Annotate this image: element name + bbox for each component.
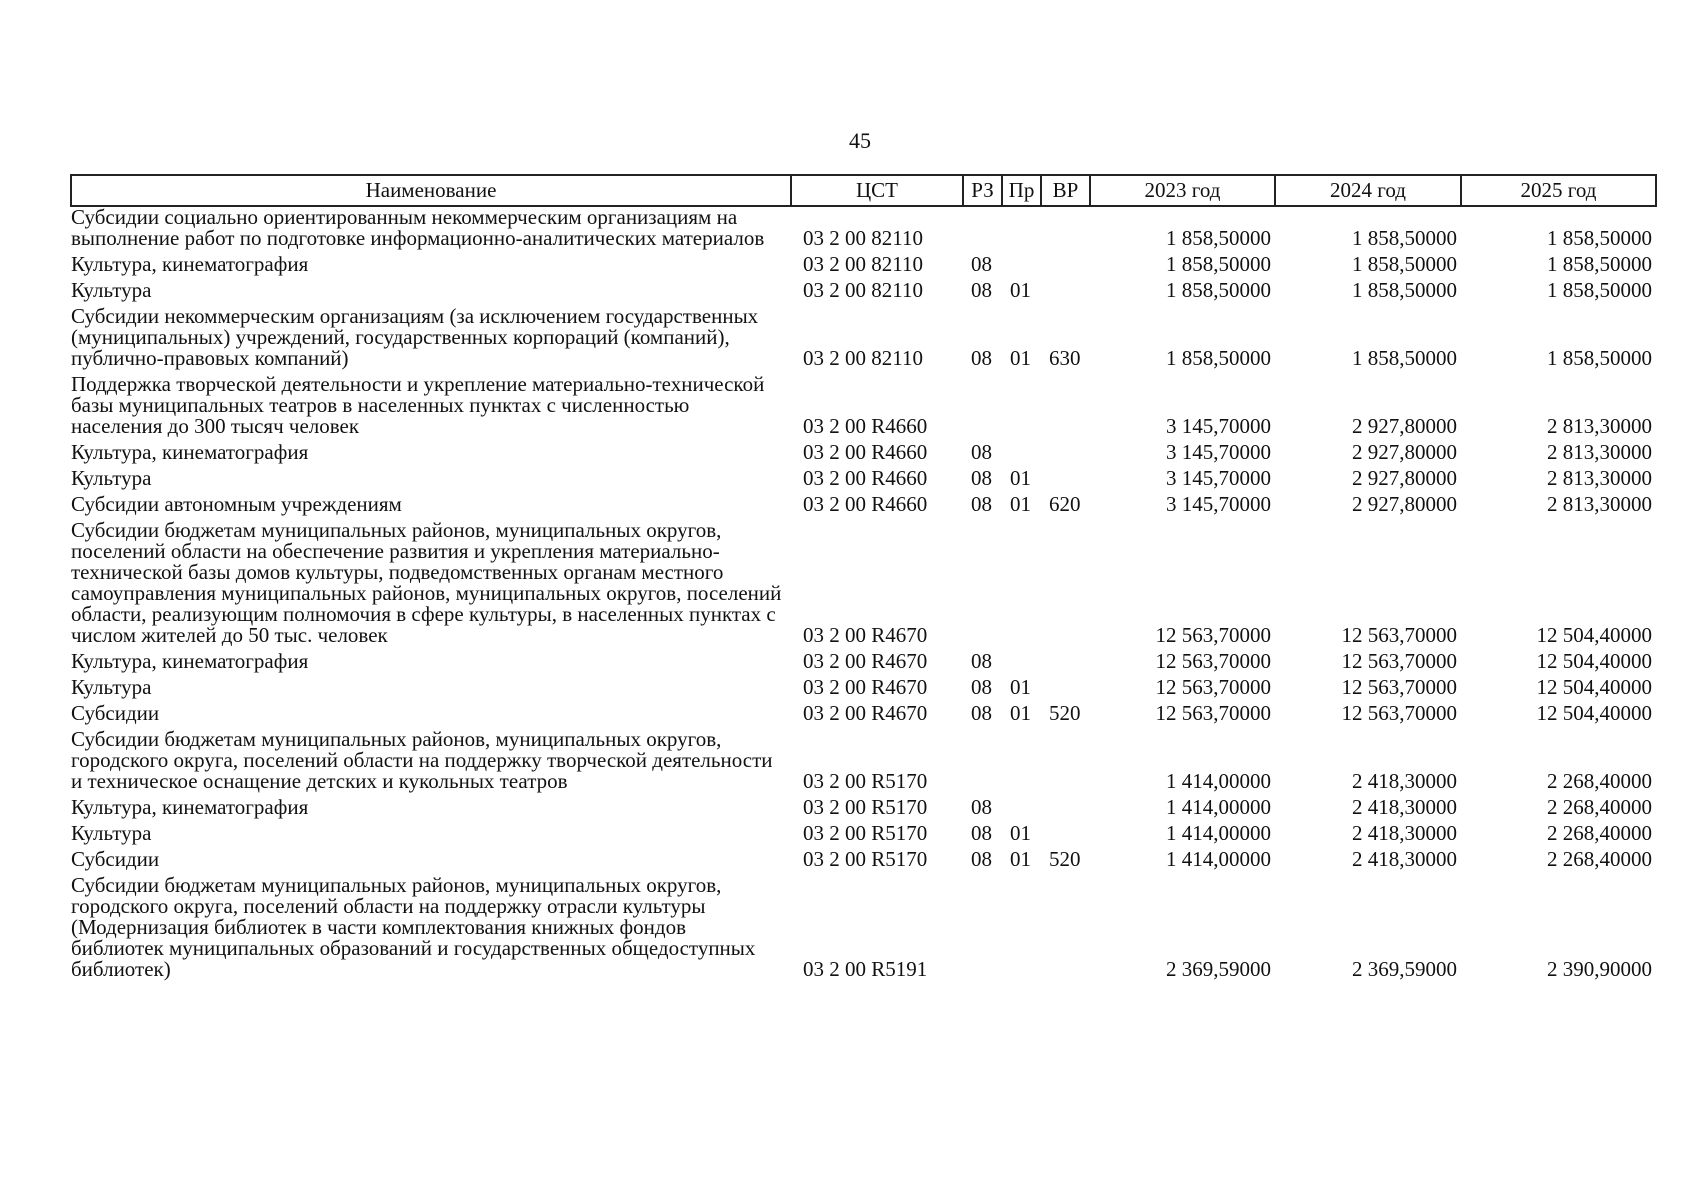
cell-name: Культура, кинематография bbox=[71, 795, 309, 819]
cell-rz: 08 bbox=[971, 649, 992, 673]
cell-pr: 01 bbox=[1010, 466, 1031, 490]
cell-pr bbox=[1002, 875, 1041, 985]
cell-cst: 03 2 00 R4670 bbox=[803, 675, 928, 699]
cell-2023: 1 858,50000 bbox=[1166, 226, 1271, 250]
cell-vr bbox=[1041, 254, 1090, 280]
cell-name: Поддержка творческой деятельности и укрепление материально-технической базы муниципальных театров в населенных пунктах с численностью населения до 300 тысяч человек bbox=[71, 372, 765, 438]
cell-vr: 520 bbox=[1049, 701, 1081, 725]
table-row bbox=[71, 280, 1656, 306]
table-row bbox=[71, 254, 1656, 280]
cell-2025: 12 504,40000 bbox=[1536, 623, 1652, 647]
cell-name: Культура bbox=[71, 466, 152, 490]
cell-name: Культура bbox=[71, 675, 152, 699]
table-row bbox=[71, 468, 1656, 494]
cell-2025: 2 813,30000 bbox=[1547, 414, 1652, 438]
cell-pr bbox=[1002, 442, 1041, 468]
cell-name: Культура bbox=[71, 821, 152, 845]
cell-2023: 1 414,00000 bbox=[1166, 795, 1271, 819]
table-row bbox=[71, 520, 1656, 651]
cell-pr: 01 bbox=[1010, 847, 1031, 871]
table-row bbox=[71, 494, 1656, 520]
cell-2023: 2 369,59000 bbox=[1166, 957, 1271, 981]
cell-2025: 2 390,90000 bbox=[1547, 957, 1652, 981]
cell-2023: 1 414,00000 bbox=[1166, 769, 1271, 793]
cell-vr bbox=[1041, 729, 1090, 797]
cell-pr: 01 bbox=[1010, 821, 1031, 845]
cell-cst: 03 2 00 R4660 bbox=[803, 414, 928, 438]
cell-cst: 03 2 00 82110 bbox=[803, 226, 923, 250]
cell-2025: 12 504,40000 bbox=[1536, 701, 1652, 725]
cell-name: Субсидии бюджетам муниципальных районов, муниципальных округов, городского округа, поселений области на поддержку отрасли культуры (Модернизация библиотек в части комплектования книжных фондов библиотек муниципальных образований и государственных общедоступных библиотек) bbox=[71, 873, 756, 981]
cell-2024: 1 858,50000 bbox=[1352, 346, 1457, 370]
cell-rz: 08 bbox=[971, 440, 992, 464]
table-header-row bbox=[71, 175, 1656, 206]
cell-pr bbox=[1002, 374, 1041, 442]
header-vr: ВР bbox=[1041, 175, 1090, 206]
cell-cst: 03 2 00 R4660 bbox=[803, 440, 928, 464]
table-row bbox=[71, 797, 1656, 823]
cell-2023: 12 563,70000 bbox=[1155, 675, 1271, 699]
cell-2025: 2 813,30000 bbox=[1547, 466, 1652, 490]
cell-rz: 08 bbox=[971, 466, 992, 490]
cell-rz bbox=[963, 374, 1002, 442]
cell-pr: 01 bbox=[1010, 675, 1031, 699]
cell-pr bbox=[1002, 729, 1041, 797]
cell-2023: 1 414,00000 bbox=[1166, 821, 1271, 845]
cell-rz bbox=[963, 729, 1002, 797]
cell-vr bbox=[1041, 520, 1090, 651]
cell-2025: 2 268,40000 bbox=[1547, 821, 1652, 845]
cell-2024: 12 563,70000 bbox=[1341, 623, 1457, 647]
cell-2024: 2 369,59000 bbox=[1352, 957, 1457, 981]
cell-pr: 01 bbox=[1010, 346, 1031, 370]
cell-2023: 12 563,70000 bbox=[1155, 649, 1271, 673]
cell-2025: 2 813,30000 bbox=[1547, 440, 1652, 464]
cell-2024: 1 858,50000 bbox=[1352, 252, 1457, 276]
table-row bbox=[71, 703, 1656, 729]
cell-rz: 08 bbox=[971, 492, 992, 516]
cell-vr bbox=[1041, 206, 1090, 254]
cell-2025: 1 858,50000 bbox=[1547, 226, 1652, 250]
cell-cst: 03 2 00 R5170 bbox=[803, 795, 928, 819]
cell-2024: 2 927,80000 bbox=[1352, 414, 1457, 438]
cell-cst: 03 2 00 R5170 bbox=[803, 769, 928, 793]
cell-rz bbox=[963, 520, 1002, 651]
cell-2023: 1 858,50000 bbox=[1166, 278, 1271, 302]
cell-pr: 01 bbox=[1010, 492, 1031, 516]
cell-2023: 3 145,70000 bbox=[1166, 414, 1271, 438]
cell-2025: 1 858,50000 bbox=[1547, 346, 1652, 370]
page-number: 45 bbox=[849, 128, 871, 153]
cell-name: Субсидии социально ориентированным некоммерческим организациям на выполнение работ по подготовке информационно-аналитических материалов bbox=[71, 205, 765, 250]
budget-table bbox=[70, 174, 1657, 985]
cell-vr bbox=[1041, 374, 1090, 442]
cell-rz: 08 bbox=[971, 346, 992, 370]
cell-cst: 03 2 00 82110 bbox=[803, 252, 923, 276]
cell-cst: 03 2 00 R4670 bbox=[803, 701, 928, 725]
cell-rz: 08 bbox=[971, 675, 992, 699]
cell-2025: 1 858,50000 bbox=[1547, 278, 1652, 302]
cell-name: Культура, кинематография bbox=[71, 649, 309, 673]
cell-cst: 03 2 00 R5191 bbox=[803, 957, 928, 981]
cell-rz: 08 bbox=[971, 847, 992, 871]
cell-2023: 1 414,00000 bbox=[1166, 847, 1271, 871]
cell-name: Субсидии bbox=[71, 701, 160, 725]
cell-2024: 2 927,80000 bbox=[1352, 492, 1457, 516]
cell-cst: 03 2 00 R5170 bbox=[803, 847, 928, 871]
header-rz: РЗ bbox=[963, 175, 1002, 206]
cell-2023: 1 858,50000 bbox=[1166, 346, 1271, 370]
header-cst: ЦСТ bbox=[791, 175, 963, 206]
cell-2024: 12 563,70000 bbox=[1341, 701, 1457, 725]
cell-pr bbox=[1002, 254, 1041, 280]
table-row bbox=[71, 823, 1656, 849]
cell-2024: 1 858,50000 bbox=[1352, 278, 1457, 302]
cell-2024: 2 927,80000 bbox=[1352, 440, 1457, 464]
cell-name: Субсидии бюджетам муниципальных районов, муниципальных округов, городского округа, поселений области на поддержку творческой деятельности и техническое оснащение детских и кукольных театров bbox=[71, 727, 773, 793]
cell-2025: 2 268,40000 bbox=[1547, 795, 1652, 819]
cell-name: Субсидии бюджетам муниципальных районов, муниципальных округов, поселений области на обеспечение развития и укрепления материально-технической базы домов культуры, подведомственных органам местного самоуправления муниципальных районов, муниципальных округов, поселений области, реализующим полномочия в сфере культуры, в населенных пунктах с числом жителей до 50 тыс. человек bbox=[71, 518, 782, 647]
header-2024: 2024 год bbox=[1275, 175, 1461, 206]
cell-2023: 3 145,70000 bbox=[1166, 440, 1271, 464]
header-2025: 2025 год bbox=[1461, 175, 1656, 206]
cell-vr bbox=[1041, 651, 1090, 677]
cell-2025: 12 504,40000 bbox=[1536, 675, 1652, 699]
table-row bbox=[71, 374, 1656, 442]
cell-vr bbox=[1041, 442, 1090, 468]
cell-name: Субсидии bbox=[71, 847, 160, 871]
table-row bbox=[71, 651, 1656, 677]
cell-cst: 03 2 00 R4660 bbox=[803, 466, 928, 490]
cell-name: Культура bbox=[71, 278, 152, 302]
cell-name: Субсидии некоммерческим организациям (за исключением государственных (муниципальных) учреждений, государственных корпораций (компаний), публично-правовых компаний) bbox=[71, 304, 759, 370]
cell-vr bbox=[1041, 468, 1090, 494]
cell-2024: 12 563,70000 bbox=[1341, 649, 1457, 673]
cell-2024: 1 858,50000 bbox=[1352, 226, 1457, 250]
cell-2024: 2 927,80000 bbox=[1352, 466, 1457, 490]
cell-vr bbox=[1041, 280, 1090, 306]
cell-rz: 08 bbox=[971, 252, 992, 276]
cell-pr bbox=[1002, 797, 1041, 823]
cell-rz bbox=[963, 875, 1002, 985]
cell-rz bbox=[963, 206, 1002, 254]
cell-cst: 03 2 00 R4660 bbox=[803, 492, 928, 516]
cell-vr: 520 bbox=[1049, 847, 1081, 871]
cell-pr bbox=[1002, 206, 1041, 254]
cell-2023: 3 145,70000 bbox=[1166, 466, 1271, 490]
cell-cst: 03 2 00 82110 bbox=[803, 278, 923, 302]
cell-rz: 08 bbox=[971, 821, 992, 845]
cell-vr bbox=[1041, 875, 1090, 985]
cell-pr: 01 bbox=[1010, 278, 1031, 302]
cell-2023: 12 563,70000 bbox=[1155, 701, 1271, 725]
cell-2025: 2 268,40000 bbox=[1547, 847, 1652, 871]
cell-2025: 1 858,50000 bbox=[1547, 252, 1652, 276]
table-row bbox=[71, 729, 1656, 797]
cell-vr bbox=[1041, 677, 1090, 703]
cell-rz: 08 bbox=[971, 278, 992, 302]
cell-vr: 620 bbox=[1049, 492, 1081, 516]
cell-2023: 3 145,70000 bbox=[1166, 492, 1271, 516]
cell-vr: 630 bbox=[1049, 346, 1081, 370]
cell-2023: 1 858,50000 bbox=[1166, 252, 1271, 276]
cell-cst: 03 2 00 R5170 bbox=[803, 821, 928, 845]
cell-2024: 2 418,30000 bbox=[1352, 769, 1457, 793]
table-row bbox=[71, 306, 1656, 374]
cell-pr: 01 bbox=[1010, 701, 1031, 725]
cell-vr bbox=[1041, 823, 1090, 849]
cell-cst: 03 2 00 R4670 bbox=[803, 649, 928, 673]
table-row bbox=[71, 875, 1656, 985]
cell-2025: 12 504,40000 bbox=[1536, 649, 1652, 673]
cell-cst: 03 2 00 R4670 bbox=[803, 623, 928, 647]
table-row bbox=[71, 849, 1656, 875]
cell-name: Культура, кинематография bbox=[71, 252, 309, 276]
cell-2024: 2 418,30000 bbox=[1352, 821, 1457, 845]
header-2023: 2023 год bbox=[1090, 175, 1275, 206]
cell-rz: 08 bbox=[971, 701, 992, 725]
header-name: Наименование bbox=[71, 175, 791, 206]
table-row bbox=[71, 206, 1656, 254]
header-pr: Пр bbox=[1002, 175, 1041, 206]
table-row bbox=[71, 442, 1656, 468]
cell-name: Субсидии автономным учреждениям bbox=[71, 492, 402, 516]
cell-2024: 12 563,70000 bbox=[1341, 675, 1457, 699]
cell-2025: 2 813,30000 bbox=[1547, 492, 1652, 516]
table-row bbox=[71, 677, 1656, 703]
cell-pr bbox=[1002, 651, 1041, 677]
table-body bbox=[71, 206, 1656, 985]
cell-rz: 08 bbox=[971, 795, 992, 819]
cell-vr bbox=[1041, 797, 1090, 823]
cell-2024: 2 418,30000 bbox=[1352, 795, 1457, 819]
cell-2025: 2 268,40000 bbox=[1547, 769, 1652, 793]
cell-name: Культура, кинематография bbox=[71, 440, 309, 464]
cell-cst: 03 2 00 82110 bbox=[803, 346, 923, 370]
cell-pr bbox=[1002, 520, 1041, 651]
cell-2024: 2 418,30000 bbox=[1352, 847, 1457, 871]
cell-2023: 12 563,70000 bbox=[1155, 623, 1271, 647]
